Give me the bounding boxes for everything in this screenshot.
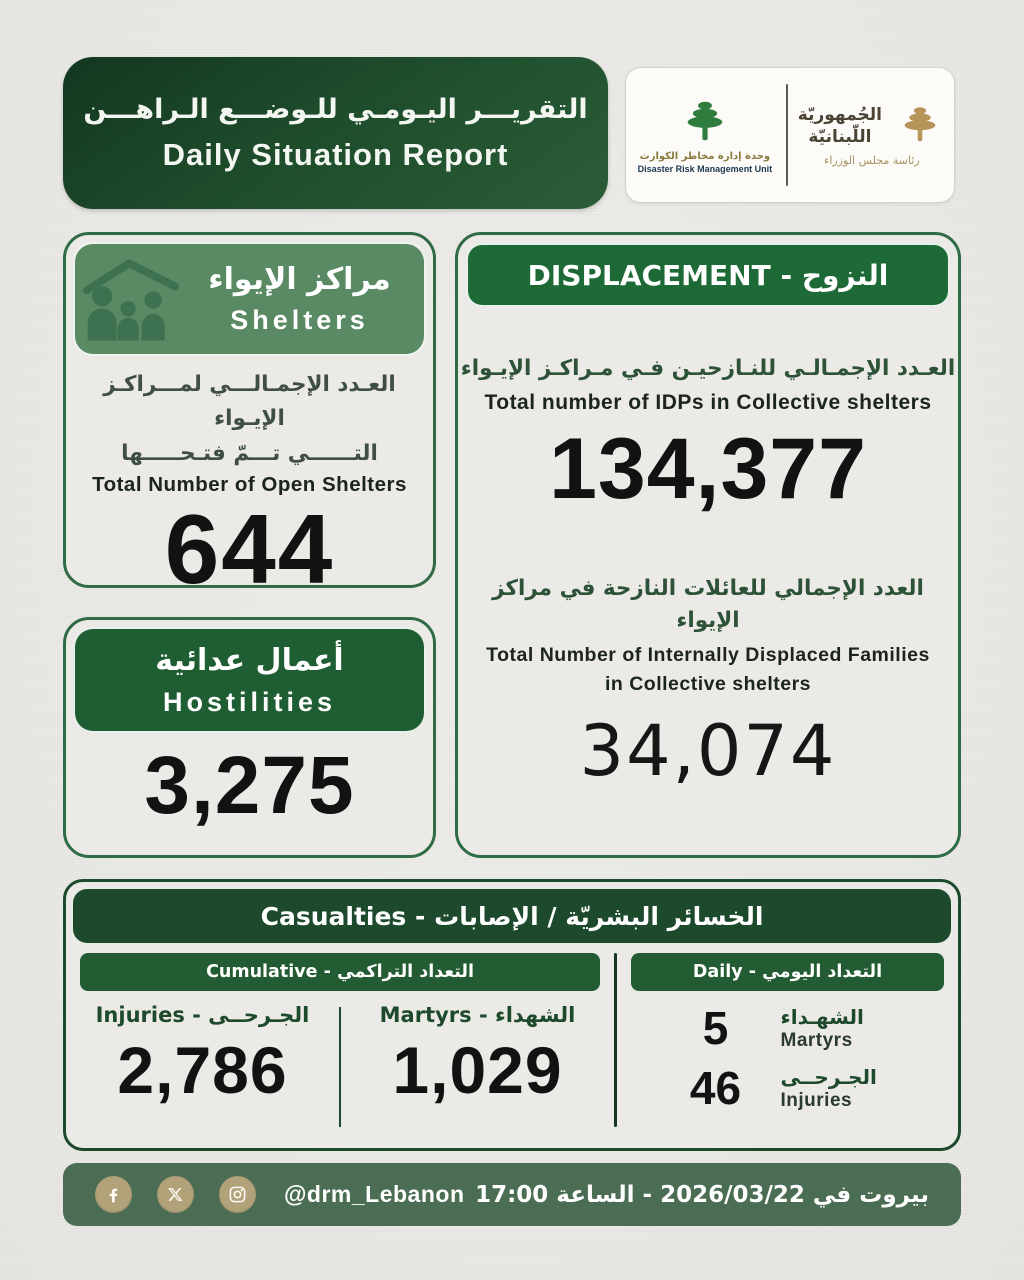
x-icon[interactable] — [157, 1176, 194, 1213]
hostilities-total-value: 3,275 — [144, 740, 355, 831]
daily-section — [617, 943, 958, 1141]
daily-injuries-label-english: Injuries — [780, 1089, 853, 1111]
cedar-tree-icon — [674, 97, 736, 149]
hostilities-title-english: Hostilities — [162, 686, 337, 717]
cumulative-header: التعداد التراكمي - Cumulative — [80, 953, 600, 991]
drm-name-english: Disaster Risk Management Unit — [637, 163, 773, 174]
cumulative-martyrs-value: 1,029 — [392, 1033, 563, 1107]
daily-injuries-row — [617, 1061, 958, 1115]
cumulative-section — [66, 943, 614, 1141]
displacement-card — [455, 232, 961, 858]
families-label-english: Total Number of Internally Displaced Families in Collective shelters — [486, 644, 930, 695]
shelters-card — [63, 232, 436, 605]
cumulative-injuries-cell — [66, 1003, 339, 1141]
logo-divider — [786, 84, 788, 186]
shelters-total-value: 644 — [164, 494, 335, 605]
shelters-label-english: Total Number of Open Shelters — [92, 473, 407, 497]
idps-stat — [458, 353, 958, 518]
families-label-arabic: العدد الإجمالي للعائلات النازحة في مراكز الإيواء — [492, 575, 924, 634]
cumulative-injuries-label: الجـرحــى - Injuries — [95, 1003, 310, 1027]
logo-card — [625, 67, 955, 203]
shelters-label-arabic: العـدد الإجمـالـــي لمـــراكـز الإيـواء التــــــي تـــمّ فتـحـــــها — [103, 372, 396, 466]
daily-injuries-value: 46 — [689, 1062, 742, 1114]
cumulative-martyrs-cell — [341, 1003, 614, 1141]
social-icons — [95, 1176, 256, 1213]
daily-martyrs-label-english: Martyrs — [780, 1029, 853, 1051]
report-title-box — [63, 57, 608, 209]
hostilities-title-arabic: أعمال عدائية — [155, 642, 344, 678]
report-date-time: بيروت في 2026/03/22 - الساعة 17:00 — [475, 1181, 929, 1208]
shelters-title-arabic: مراكز الإيواء — [208, 262, 391, 297]
facebook-icon[interactable] — [95, 1176, 132, 1213]
daily-martyrs-value: 5 — [702, 1002, 729, 1054]
instagram-icon[interactable] — [219, 1176, 256, 1213]
hostilities-card — [63, 617, 436, 858]
daily-header: التعداد اليومي - Daily — [631, 953, 944, 991]
republic-logo — [798, 103, 946, 167]
hostilities-card-header — [73, 627, 426, 733]
families-stat — [458, 573, 958, 792]
families-total-value: 34,074 — [579, 709, 837, 792]
displacement-card-header: النزوح - DISPLACEMENT — [466, 243, 950, 307]
daily-injuries-label-arabic: الجـرحــى — [780, 1064, 877, 1089]
drm-logo — [634, 97, 776, 174]
shelters-title-english: Shelters — [230, 305, 369, 335]
idps-label-arabic: العـدد الإجمـالـي للنـازحيـن فـي مـراكـز الإيـواء — [460, 356, 956, 381]
shelter-people-icon — [79, 250, 185, 350]
republic-name-arabic: الجُمهوريّة اللّبنانيّة — [797, 104, 882, 147]
cumulative-injuries-value: 2,786 — [117, 1033, 288, 1107]
daily-martyrs-row — [617, 1001, 958, 1055]
social-handle[interactable]: @drm_Lebanon — [284, 1181, 465, 1207]
drm-name-arabic: وحدة إدارة مخاطر الكوارث — [639, 150, 771, 162]
report-title-arabic: التقريـــر اليـومـي للـوضـــع الـراهـــن — [83, 93, 588, 125]
council-presidency-label: رئاسة مجلس الوزراء — [824, 154, 920, 167]
cedar-tree-gold-icon — [894, 103, 946, 149]
idps-label-english: Total number of IDPs in Collective shelters — [484, 391, 932, 415]
casualties-card-header: الخسائر البشريّة / الإصابات - Casualties — [73, 889, 951, 943]
cumulative-martyrs-label: الشهداء - Martyrs — [379, 1003, 576, 1027]
shelters-card-header — [73, 242, 426, 356]
daily-martyrs-label-arabic: الشهـداء — [780, 1004, 864, 1029]
idps-total-value: 134,377 — [549, 421, 867, 518]
casualties-card — [63, 879, 961, 1151]
report-title-english: Daily Situation Report — [162, 136, 509, 172]
footer-bar — [63, 1163, 961, 1226]
